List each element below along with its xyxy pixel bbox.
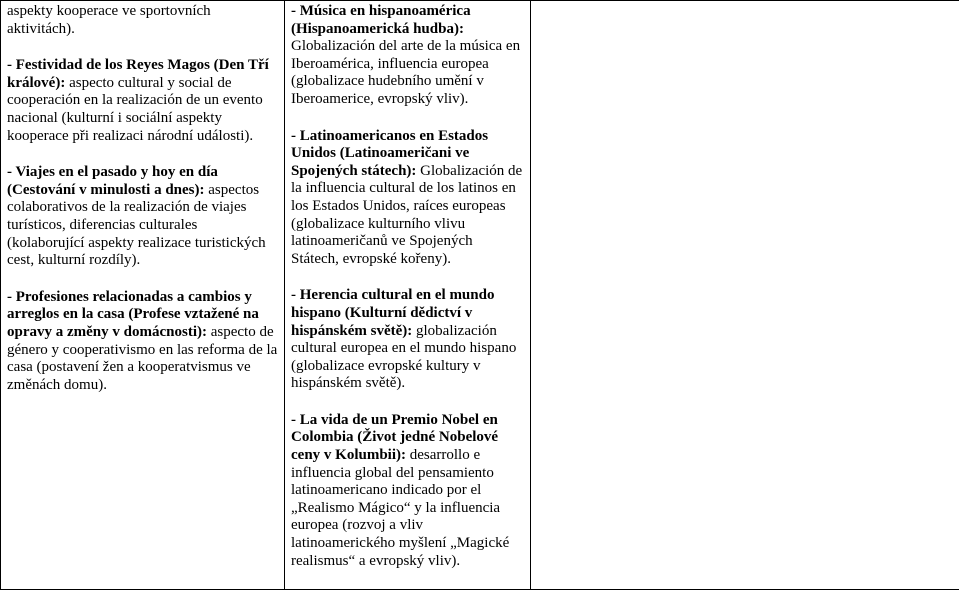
table-row — [1, 1, 959, 590]
entry-term: - Música en hispanoamérica (Hispanoamerická hudba): — [291, 3, 471, 37]
intro-continuation — [7, 3, 278, 38]
column-right — [531, 1, 959, 590]
entry-herencia — [291, 287, 524, 393]
entry-profesiones — [7, 289, 278, 395]
entry-term: - Festividad de los Reyes Magos (Den Tří králové): — [7, 57, 269, 91]
entry-description: aspecto de género y cooperativismo en las reforma de la casa (postavení žen a kooperatvismus ve změnách domu). — [7, 324, 277, 393]
column-right-content — [531, 1, 959, 5]
entry-description: aspecto cultural y social de cooperación en la realización de un evento nacional (kulturní i sociální aspekty kooperace při realizaci národní události). — [7, 75, 263, 144]
intro-text: aspekty kooperace ve sportovních aktivitách). — [7, 3, 211, 37]
entry-description: globalización cultural europea en el mundo hispano (globalizace evropské kultury v hispánském světě). — [291, 323, 516, 392]
column-middle-content — [285, 1, 530, 570]
column-left-content — [1, 1, 284, 394]
entry-description: Globalización del arte de la música en Iberoamérica, influencia europea (globalizace hudebního umění v Iberoamerice, evropský vliv). — [291, 38, 520, 107]
entry-premio-nobel — [291, 412, 524, 570]
entry-description: desarrollo e influencia global del pensamiento latinoamericano indicado por el „Realismo Mágico“ y la influencia europea (rozvoj a vliv latinoamerického myšlení „Magické realismus“ a evropský vliv). — [291, 447, 509, 569]
entry-viajes — [7, 164, 278, 270]
entry-description: Globalización de la influencia cultural de los latinos en los Estados Unidos, raíces europeas (globalizace kulturního vlivu latinoameričanů ve Spojených Státech, evropské kořeny). — [291, 163, 522, 267]
entry-latinoamericanos — [291, 128, 524, 269]
entry-term: - Latinoamericanos en Estados Unidos (Latinoameričani ve Spojených státech): — [291, 128, 488, 179]
column-middle — [285, 1, 531, 590]
entry-term: - La vida de un Premio Nobel en Colombia (Život jedné Nobelové ceny v Kolumbii): — [291, 412, 498, 463]
entry-musica — [291, 3, 524, 109]
entry-term: - Herencia cultural en el mundo hispano (Kulturní dědictví v hispánském světě): — [291, 287, 494, 338]
entry-description: aspectos colaborativos de la realización de viajes turísticos, diferencias culturales (kolaborující aspekty realizace turistických cest, kulturní rozdíly). — [7, 182, 266, 268]
entry-term: - Viajes en el pasado y hoy en día (Cestování v minulosti a dnes): — [7, 164, 218, 198]
entry-term: - Profesiones relacionadas a cambios y arreglos en la casa (Profese vztažené na opravy a změny v domácnosti): — [7, 289, 259, 340]
entry-reyes-magos — [7, 57, 278, 145]
column-left — [1, 1, 285, 590]
